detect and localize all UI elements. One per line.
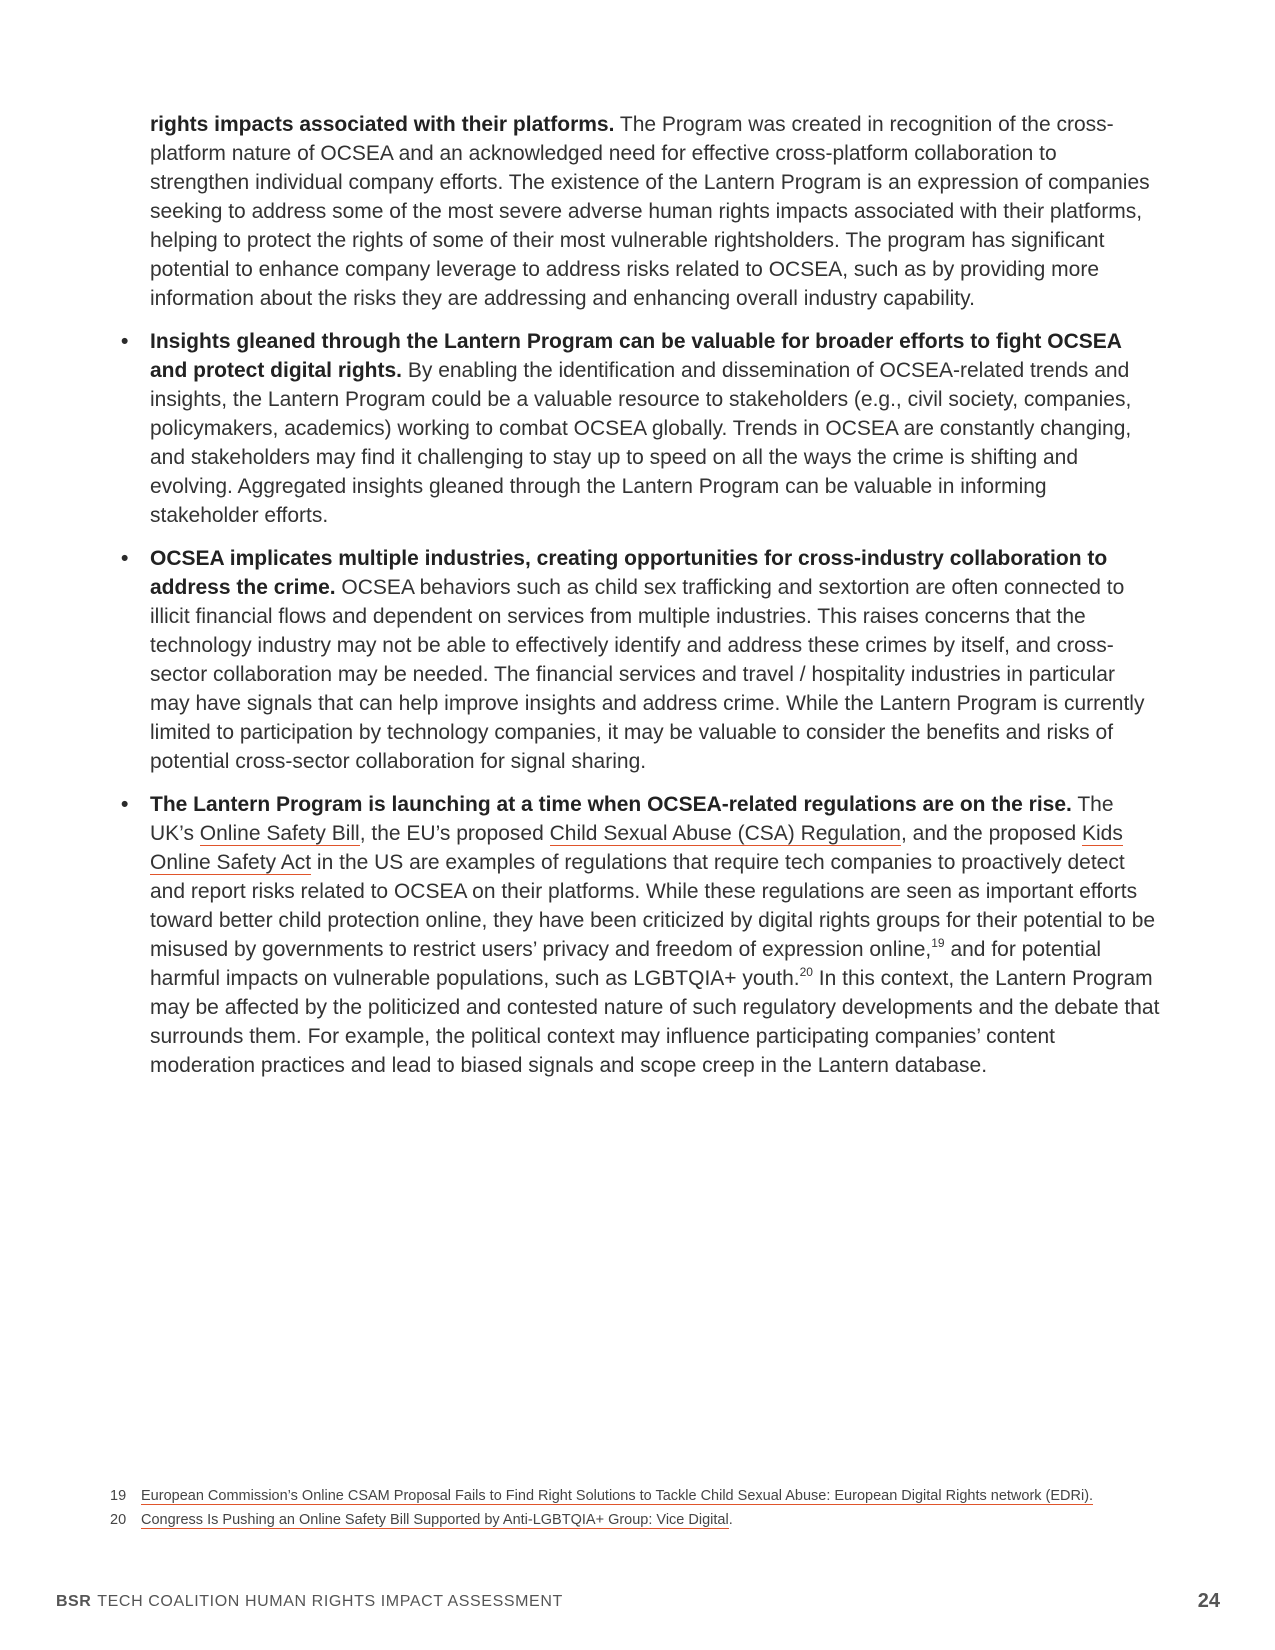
bullet-text: , the EU’s proposed bbox=[359, 822, 550, 845]
footnote-link[interactable]: European Commission’s Online CSAM Proposal Fails to Find Right Solutions to Tackle Child Sexual Abuse: European Digital Rights network (EDRi). bbox=[141, 1488, 1094, 1504]
footnote-ref-20[interactable]: 20 bbox=[799, 965, 813, 979]
bullet-icon: • bbox=[121, 330, 129, 353]
footnote-link[interactable]: Congress Is Pushing an Online Safety Bill Supported by Anti-LGBTQIA+ Group: Vice Digital bbox=[141, 1512, 729, 1528]
bullet-lead: The Lantern Program is launching at a time when OCSEA-related regulations are on the rise. bbox=[150, 793, 1072, 816]
main-content bbox=[121, 110, 1160, 1094]
footnote bbox=[110, 1487, 1130, 1505]
bullet-icon: • bbox=[121, 793, 129, 816]
page-footer bbox=[56, 1590, 1220, 1617]
intro-text: The Program was created in recognition of the cross-platform nature of OCSEA and an acknowledged need for effective cross-platform collaboration to strengthen individual company efforts. The existence of the Lantern Program is an expression of companies seeking to address some of the most severe adverse human rights impacts associated with their platforms, helping to protect the rights of some of their most vulnerable rightsholders. The program has significant potential to enhance company leverage to address risks related to OCSEA, such as by providing more information about the risks they are addressing and enhancing overall industry capability. bbox=[150, 113, 1150, 310]
csa-regulation-link[interactable]: Child Sexual Abuse (CSA) Regulation bbox=[549, 822, 901, 845]
kids-online-safety-act-link[interactable]: Kids Online Safety Act bbox=[150, 822, 1123, 874]
findings-list bbox=[121, 327, 1160, 1080]
bullet-lead: Insights gleaned through the Lantern Program can be valuable for broader efforts to fight OCSEA and protect digital rights. bbox=[150, 330, 1122, 382]
footnotes bbox=[110, 1487, 1130, 1535]
bullet-lead: OCSEA implicates multiple industries, creating opportunities for cross-industry collaboration to address the crime. bbox=[150, 547, 1108, 599]
bullet-text: By enabling the identification and dissemination of OCSEA-related trends and insights, the Lantern Program could be a valuable resource to stakeholders (e.g., civil society, companies, policymakers, academics) working to combat OCSEA globally. Trends in OCSEA are constantly changing, and stakeholders may find it challenging to stay up to speed on all the ways the crime is shifting and evolving. Aggregated insights gleaned through the Lantern Program can be valuable in informing stakeholder efforts. bbox=[150, 359, 1132, 527]
footnote-number: 20 bbox=[110, 1512, 127, 1528]
bullet-text: OCSEA behaviors such as child sex trafficking and sextortion are often connected to illicit financial flows and dependent on services from multiple industries. This raises concerns that the technology industry may not be able to effectively identify and address these crimes by itself, and cross-sector collaboration may be needed. The financial services and travel / hospitality industries in particular may have signals that can help improve insights and address crime. While the Lantern Program is currently limited to participation by technology companies, it may be valuable to consider the benefits and risks of potential cross-sector collaboration for signal sharing. bbox=[150, 576, 1145, 773]
bullet-text: and for potential harmful impacts on vulnerable populations, such as LGBTQIA+ youth. bbox=[150, 938, 1102, 990]
list-item bbox=[121, 544, 1160, 776]
list-item bbox=[121, 790, 1160, 1080]
intro-paragraph bbox=[150, 110, 1160, 313]
footnote-after: . bbox=[728, 1512, 733, 1528]
bullet-icon: • bbox=[121, 547, 129, 570]
footer-brand-logo: BSR bbox=[56, 1593, 92, 1610]
list-item bbox=[121, 327, 1160, 530]
footnote-ref-19[interactable]: 19 bbox=[931, 936, 945, 950]
bullet-text: , and the proposed bbox=[901, 822, 1082, 845]
footer-title: TECH COALITION HUMAN RIGHTS IMPACT ASSESSMENT bbox=[97, 1593, 563, 1610]
online-safety-bill-link[interactable]: Online Safety Bill bbox=[199, 822, 360, 845]
page-number: 24 bbox=[1197, 1590, 1220, 1612]
footnote-number: 19 bbox=[110, 1488, 127, 1504]
bullet-text: In this context, the Lantern Program may be affected by the politicized and contested nature of such regulatory developments and the debate that surrounds them. For example, the political context may influence participating companies’ content moderation practices and lead to biased signals and scope creep in the Lantern database. bbox=[150, 967, 1160, 1077]
bullet-text: The UK’s bbox=[150, 793, 1114, 845]
bullet-text: in the US are examples of regulations that require tech companies to proactively detect and report risks related to OCSEA on their platforms. While these regulations are seen as important efforts toward better child protection online, they have been criticized by digital rights groups for their potential to be misused by governments to restrict users’ privacy and freedom of expression online, bbox=[150, 851, 1156, 961]
footnote bbox=[110, 1511, 1130, 1529]
intro-lead: rights impacts associated with their platforms. bbox=[150, 113, 615, 136]
